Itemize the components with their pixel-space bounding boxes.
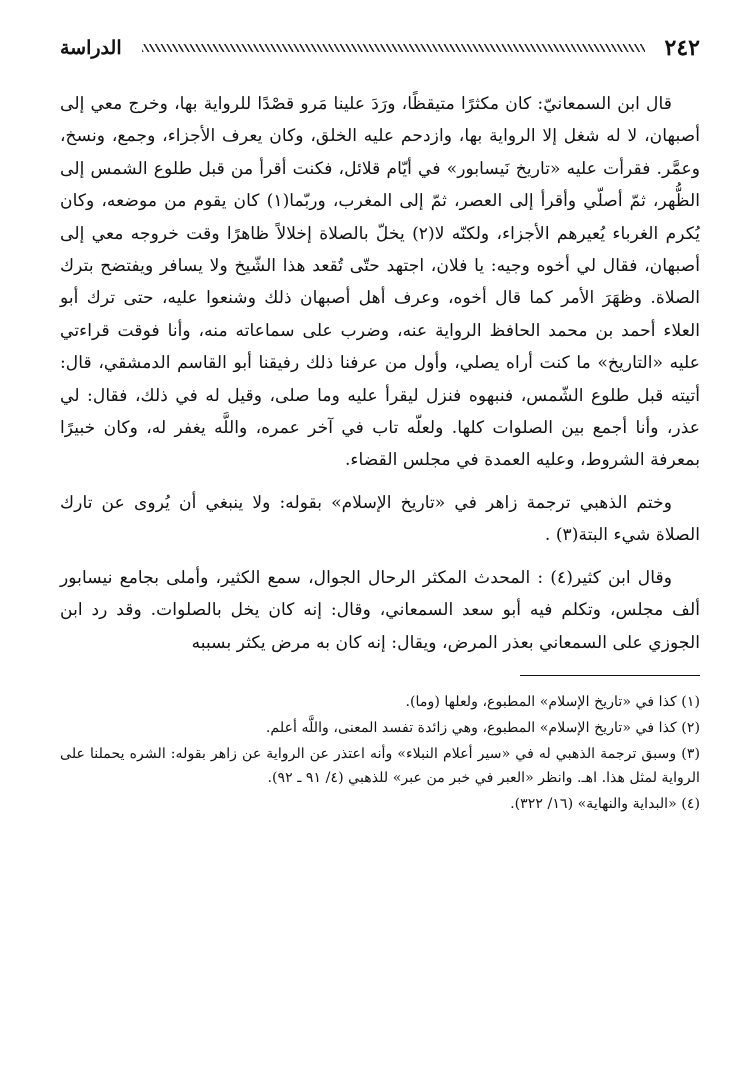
main-text <box>60 88 700 659</box>
page-header <box>60 30 700 66</box>
footnote-3: (٣) وسبق ترجمة الذهبي له في «سير أعلام النبلاء» وأنه اعتذر عن الرواية عن زاهر بقوله: الشره يحملنا على الرواية لمثل هذا. اهـ. وانظر «العبر في خبر من عبر» للذهبي (٤/ ٩١ ـ ٩٢). <box>60 745 700 786</box>
book-page <box>60 30 700 818</box>
footnote-divider <box>520 675 700 676</box>
section-title: الدراسة <box>60 37 122 59</box>
paragraph-ibn-samani: قال ابن السمعانيّ: كان مكثرًا متيقظًا، ورَدَ علينا مَرو قصْدًا للرواية بها، وخرج معي إلى أصبهان، لا له شغل إلا الرواية بها، وازدحم عليه الخلق، وكان يعرف الأجزاء، وجمع، ونسخ، وعمَّر. فقرأت عليه «تاريخ نَيسابور» في أيّام قلائل، فكنت أقرأ من قبل طلوع الشمس إلى الظُّهر، ثمّ أصلّي وأقرأ إلى العصر، ثمّ إلى المغرب، وربّما(١) كان يقوم من موضعه، وكان يُكرم الغرباء يُعيرهم الأجزاء، ولكنّه لا(٢) يخلّ بالصلاة إخلالاً ظاهرًا وقت خروجه معي إلى أصبهان، فقال لي أخوه وجيه: يا فلان، اجتهد حتّى تُقعد هذا الشّيخ ولا يسافر ويفتضح بترك الصلاة. وظهَرَ الأمر كما قال أخوه، وعرف أهل أصبهان ذلك وشنعوا عليه، حتى ترك أبو العلاء أحمد بن محمد الحافظ الرواية عنه، وضرب على سماعاته منه، وأنا فوقت قراءتي عليه «التاريخ» ما كنت أراه يصلي، وأول من عرفنا ذلك رفيقنا أبو القاسم الدمشقي، قال: أتيته قبل طلوع الشّمس، فنبهوه فنزل ليقرأ عليه وما صلى، وقيل له في ذلك، فقال: لي عذر، وأنا أجمع بين الصلوات كلها. ولعلّه تاب في آخر عمره، واللَّه يغفر له، وكان خبيرًا بمعرفة الشروط، وعليه العمدة في مجلس القضاء. <box>60 94 700 471</box>
footnote-4: (٤) «البداية والنهاية» (١٦/ ٣٢٢). <box>510 795 700 812</box>
footnote-1: (١) كذا في «تاريخ الإسلام» المطبوع، ولعلها (وما). <box>405 693 700 710</box>
header-rule <box>142 44 645 52</box>
page-number: ٢٤٢ <box>664 35 700 61</box>
paragraph-dhahabi: وختم الذهبي ترجمة زاهر في «تاريخ الإسلام» بقوله: ولا ينبغي أن يُروى عن تارك الصلاة شيء البتة(٣) . <box>60 492 700 546</box>
paragraph-ibn-kathir: وقال ابن كثير(٤) : المحدث المكثر الرحال الجوال، سمع الكثير، وأملى بجامع نيسابور ألف مجلس، وتكلم فيه أبو سعد السمعاني، وقال: إنه كان يخل بالصلوات. وقد رد ابن الجوزي على السمعاني بعذر المرض، ويقال: إنه كان به مرض يكثر بسببه <box>60 567 700 653</box>
footnotes <box>60 690 700 816</box>
footnote-2: (٢) كذا في «تاريخ الإسلام» المطبوع، وهي زائدة تفسد المعنى، واللَّه أعلم. <box>265 719 700 736</box>
